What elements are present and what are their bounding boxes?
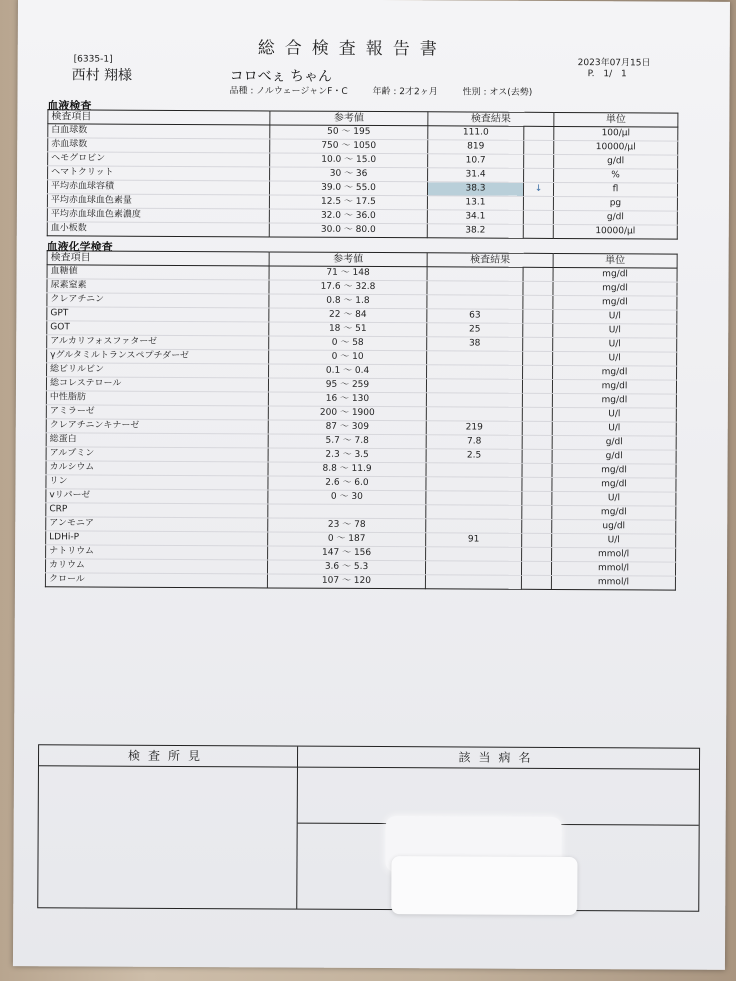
cell-reference: 22 ～ 84 [269,308,427,323]
cell-item: 中性脂肪 [46,391,268,406]
cell-reference: 50 ～ 195 [270,125,428,140]
cell-flag [524,140,554,154]
owner-name: 西村 翔様 [71,67,133,84]
cell-reference: 30.0 ～ 80.0 [269,223,427,238]
cell-flag [523,365,553,379]
cell-flag [523,267,553,281]
cell-result: 38.3 [427,182,523,197]
cell-reference: 2.6 ～ 6.0 [268,476,426,491]
cell-reference: 17.6 ～ 32.8 [269,280,427,295]
cell-unit: U/l [553,323,677,338]
cell-reference: 71 ～ 148 [269,266,427,281]
cell-reference: 8.8 ～ 11.9 [268,462,426,477]
cell-flag [521,561,551,575]
cell-unit: U/l [553,351,677,366]
cell-result: 91 [426,533,522,548]
findings-body [38,766,298,908]
cell-flag [522,379,552,393]
cell-flag [523,224,553,238]
cell-item: カルシウム [46,461,268,476]
cell-result: 34.1 [427,210,523,225]
cell-item: 尿素窒素 [47,279,269,294]
cell-flag [523,210,553,224]
cell-flag [524,168,554,182]
cell-result [427,365,523,380]
cell-result: 10.7 [428,154,524,169]
cell-flag [522,547,552,561]
cell-unit: g/dl [554,154,678,169]
table-row [47,222,677,239]
cell-unit: mg/dl [553,365,677,380]
cell-result: 63 [427,309,523,324]
cell-flag [523,323,553,337]
patient-id: [6335-1] [73,54,113,65]
cell-flag [522,491,552,505]
cell-unit: U/l [553,309,677,324]
cell-reference: 23 ～ 78 [268,518,426,533]
cell-result: 7.8 [426,435,522,450]
cell-result [426,379,522,394]
page-number: P. 1/ 1 [587,69,627,80]
col-result: 検査結果 [428,112,554,127]
cell-result: 2.5 [426,449,522,464]
cell-item: CRP [46,503,268,518]
cell-reference: 16 ～ 130 [268,392,426,407]
col-reference: 参考値 [269,252,427,267]
cell-result [425,575,521,590]
cell-item: クロール [45,573,267,588]
cell-result [425,561,521,576]
cell-unit: g/dl [553,210,677,225]
cell-item: アンモニア [46,517,268,532]
cell-item: 白血球数 [48,124,270,139]
cell-unit: ug/dl [552,519,676,534]
cell-flag [523,295,553,309]
cell-unit: mmol/l [551,575,675,590]
cell-flag [522,407,552,421]
col-unit: 単位 [553,253,677,268]
cell-reference: 2.3 ～ 3.5 [268,448,426,463]
cell-item: 血小板数 [47,222,269,237]
cell-reference: 95 ～ 259 [268,378,426,393]
cell-reference: 18 ～ 51 [269,322,427,337]
cell-unit: mg/dl [552,505,676,520]
cell-flag [524,126,554,140]
col-result: 検査結果 [427,253,553,268]
cell-unit: mg/dl [553,295,677,310]
redaction-sticker [391,856,577,915]
cell-unit: U/l [552,421,676,436]
cell-reference: 0.1 ～ 0.4 [269,364,427,379]
breed: 品種 : ノルウェージャンF・C [229,86,348,97]
diagnosis-title: 該当病名 [298,747,699,770]
cell-result [427,351,523,366]
cell-reference: 30 ～ 36 [270,167,428,182]
cell-result: 219 [426,421,522,436]
cell-reference: 147 ～ 156 [268,546,426,561]
table-row [45,573,675,590]
sex: 性別 : オス(去勢) [462,87,533,98]
chem-test-table [45,250,678,590]
cell-unit: mg/dl [552,477,676,492]
cell-reference: 12.5 ～ 17.5 [269,195,427,210]
cell-flag: ↓ [523,182,553,196]
cell-result [426,393,522,408]
cell-unit: pg [553,196,677,211]
cell-item: LDHi-P [46,531,268,546]
cell-flag [522,435,552,449]
cell-item: クレアチニンキナーゼ [46,419,268,434]
cell-flag [522,421,552,435]
blood-test-table [47,109,679,239]
cell-reference: 0 ～ 187 [268,532,426,547]
cell-flag [522,393,552,407]
cell-item: 総コレステロール [46,377,268,392]
age: 年齢 : 2才2ヶ月 [372,86,438,98]
pet-name: コロべぇ ちゃん [229,68,333,85]
col-unit: 単位 [554,112,678,127]
findings-box [37,744,700,911]
cell-reference: 10.0 ～ 15.0 [270,153,428,168]
pet-meta [229,83,532,98]
cell-unit: g/dl [552,435,676,450]
cell-unit: 100/μl [554,126,678,141]
cell-unit: mmol/l [551,561,675,576]
cell-unit: % [554,168,678,183]
cell-result: 38.2 [427,224,523,239]
cell-result [426,463,522,478]
cell-unit: 10000/μl [554,140,678,155]
cell-item: ヘモグロビン [48,152,270,167]
cell-flag [522,477,552,491]
cell-unit: 10000/μl [553,224,677,239]
chem-test-title: 血液化学検査 [46,240,113,254]
cell-result: 819 [428,140,524,155]
cell-unit: mg/dl [552,379,676,394]
cell-result: 111.0 [428,126,524,141]
cell-flag [523,351,553,365]
cell-result [426,519,522,534]
cell-item: GOT [47,321,269,336]
cell-item: 赤血球数 [48,138,270,153]
cell-result [427,281,523,296]
cell-reference: 750 ～ 1050 [270,139,428,154]
cell-result [426,547,522,562]
cell-reference [268,504,426,519]
cell-item: GPT [47,307,269,322]
cell-item: 平均赤血球血色素濃度 [47,208,269,223]
cell-reference: 107 ～ 120 [267,574,425,589]
cell-result [427,267,523,282]
cell-result: 31.4 [428,168,524,183]
cell-reference: 200 ～ 1900 [268,406,426,421]
cell-flag [522,449,552,463]
cell-item: ナトリウム [46,545,268,560]
cell-flag [521,575,551,589]
cell-item: ヘマトクリット [48,166,270,181]
cell-unit: mg/dl [552,463,676,478]
cell-reference: 0.8 ～ 1.8 [269,294,427,309]
cell-item: 総ビリルビン [47,363,269,378]
cell-result: 25 [427,323,523,338]
col-reference: 参考値 [270,111,428,126]
cell-flag [522,533,552,547]
cell-item: 平均赤血球容積 [47,180,269,195]
cell-result [426,407,522,422]
cell-item: アルブミン [46,447,268,462]
col-item: 検査項目 [48,110,270,125]
blood-test-title: 血液検査 [47,99,92,113]
cell-result [427,295,523,310]
cell-item: リン [46,475,268,490]
cell-unit: U/l [552,491,676,506]
cell-item: γグルタミルトランスペプチダーゼ [47,349,269,364]
cell-unit: fl [553,182,677,197]
report-title: 総合検査報告書 [257,38,447,60]
cell-flag [522,505,552,519]
report-date: 2023年07月15日 [577,58,651,69]
cell-result [426,505,522,520]
cell-flag [524,154,554,168]
cell-unit: U/l [552,533,676,548]
col-item: 検査項目 [47,251,269,266]
cell-reference: 87 ～ 309 [268,420,426,435]
cell-flag [523,337,553,351]
cell-item: カリウム [45,559,267,574]
cell-unit: U/l [553,337,677,352]
cell-reference: 5.7 ～ 7.8 [268,434,426,449]
cell-reference: 39.0 ～ 55.0 [269,181,427,196]
cell-flag [523,281,553,295]
cell-reference: 3.6 ～ 5.3 [267,560,425,575]
cell-item: アミラーゼ [46,405,268,420]
cell-unit: mmol/l [552,547,676,562]
cell-reference: 0 ～ 30 [268,490,426,505]
cell-unit: mg/dl [553,267,677,282]
cell-result: 38 [427,337,523,352]
cell-reference: 0 ～ 10 [269,350,427,365]
cell-result [426,491,522,506]
cell-flag [522,463,552,477]
cell-unit: g/dl [552,449,676,464]
cell-unit: U/l [552,407,676,422]
cell-reference: 32.0 ～ 36.0 [269,209,427,224]
cell-flag [522,519,552,533]
cell-item: 総蛋白 [46,433,268,448]
cell-item: クレアチニン [47,293,269,308]
cell-item: アルカリフォスファターゼ [47,335,269,350]
cell-item: 平均赤血球血色素量 [47,194,269,209]
cell-unit: mg/dl [553,281,677,296]
cell-flag [523,196,553,210]
report-paper [13,0,730,970]
findings-title: 検査所見 [39,745,298,767]
cell-result [426,477,522,492]
cell-item: vリパーゼ [46,489,268,504]
cell-unit: mg/dl [552,393,676,408]
cell-reference: 0 ～ 58 [269,336,427,351]
cell-flag [523,309,553,323]
cell-result: 13.1 [427,196,523,211]
cell-item: 血糖値 [47,265,269,280]
